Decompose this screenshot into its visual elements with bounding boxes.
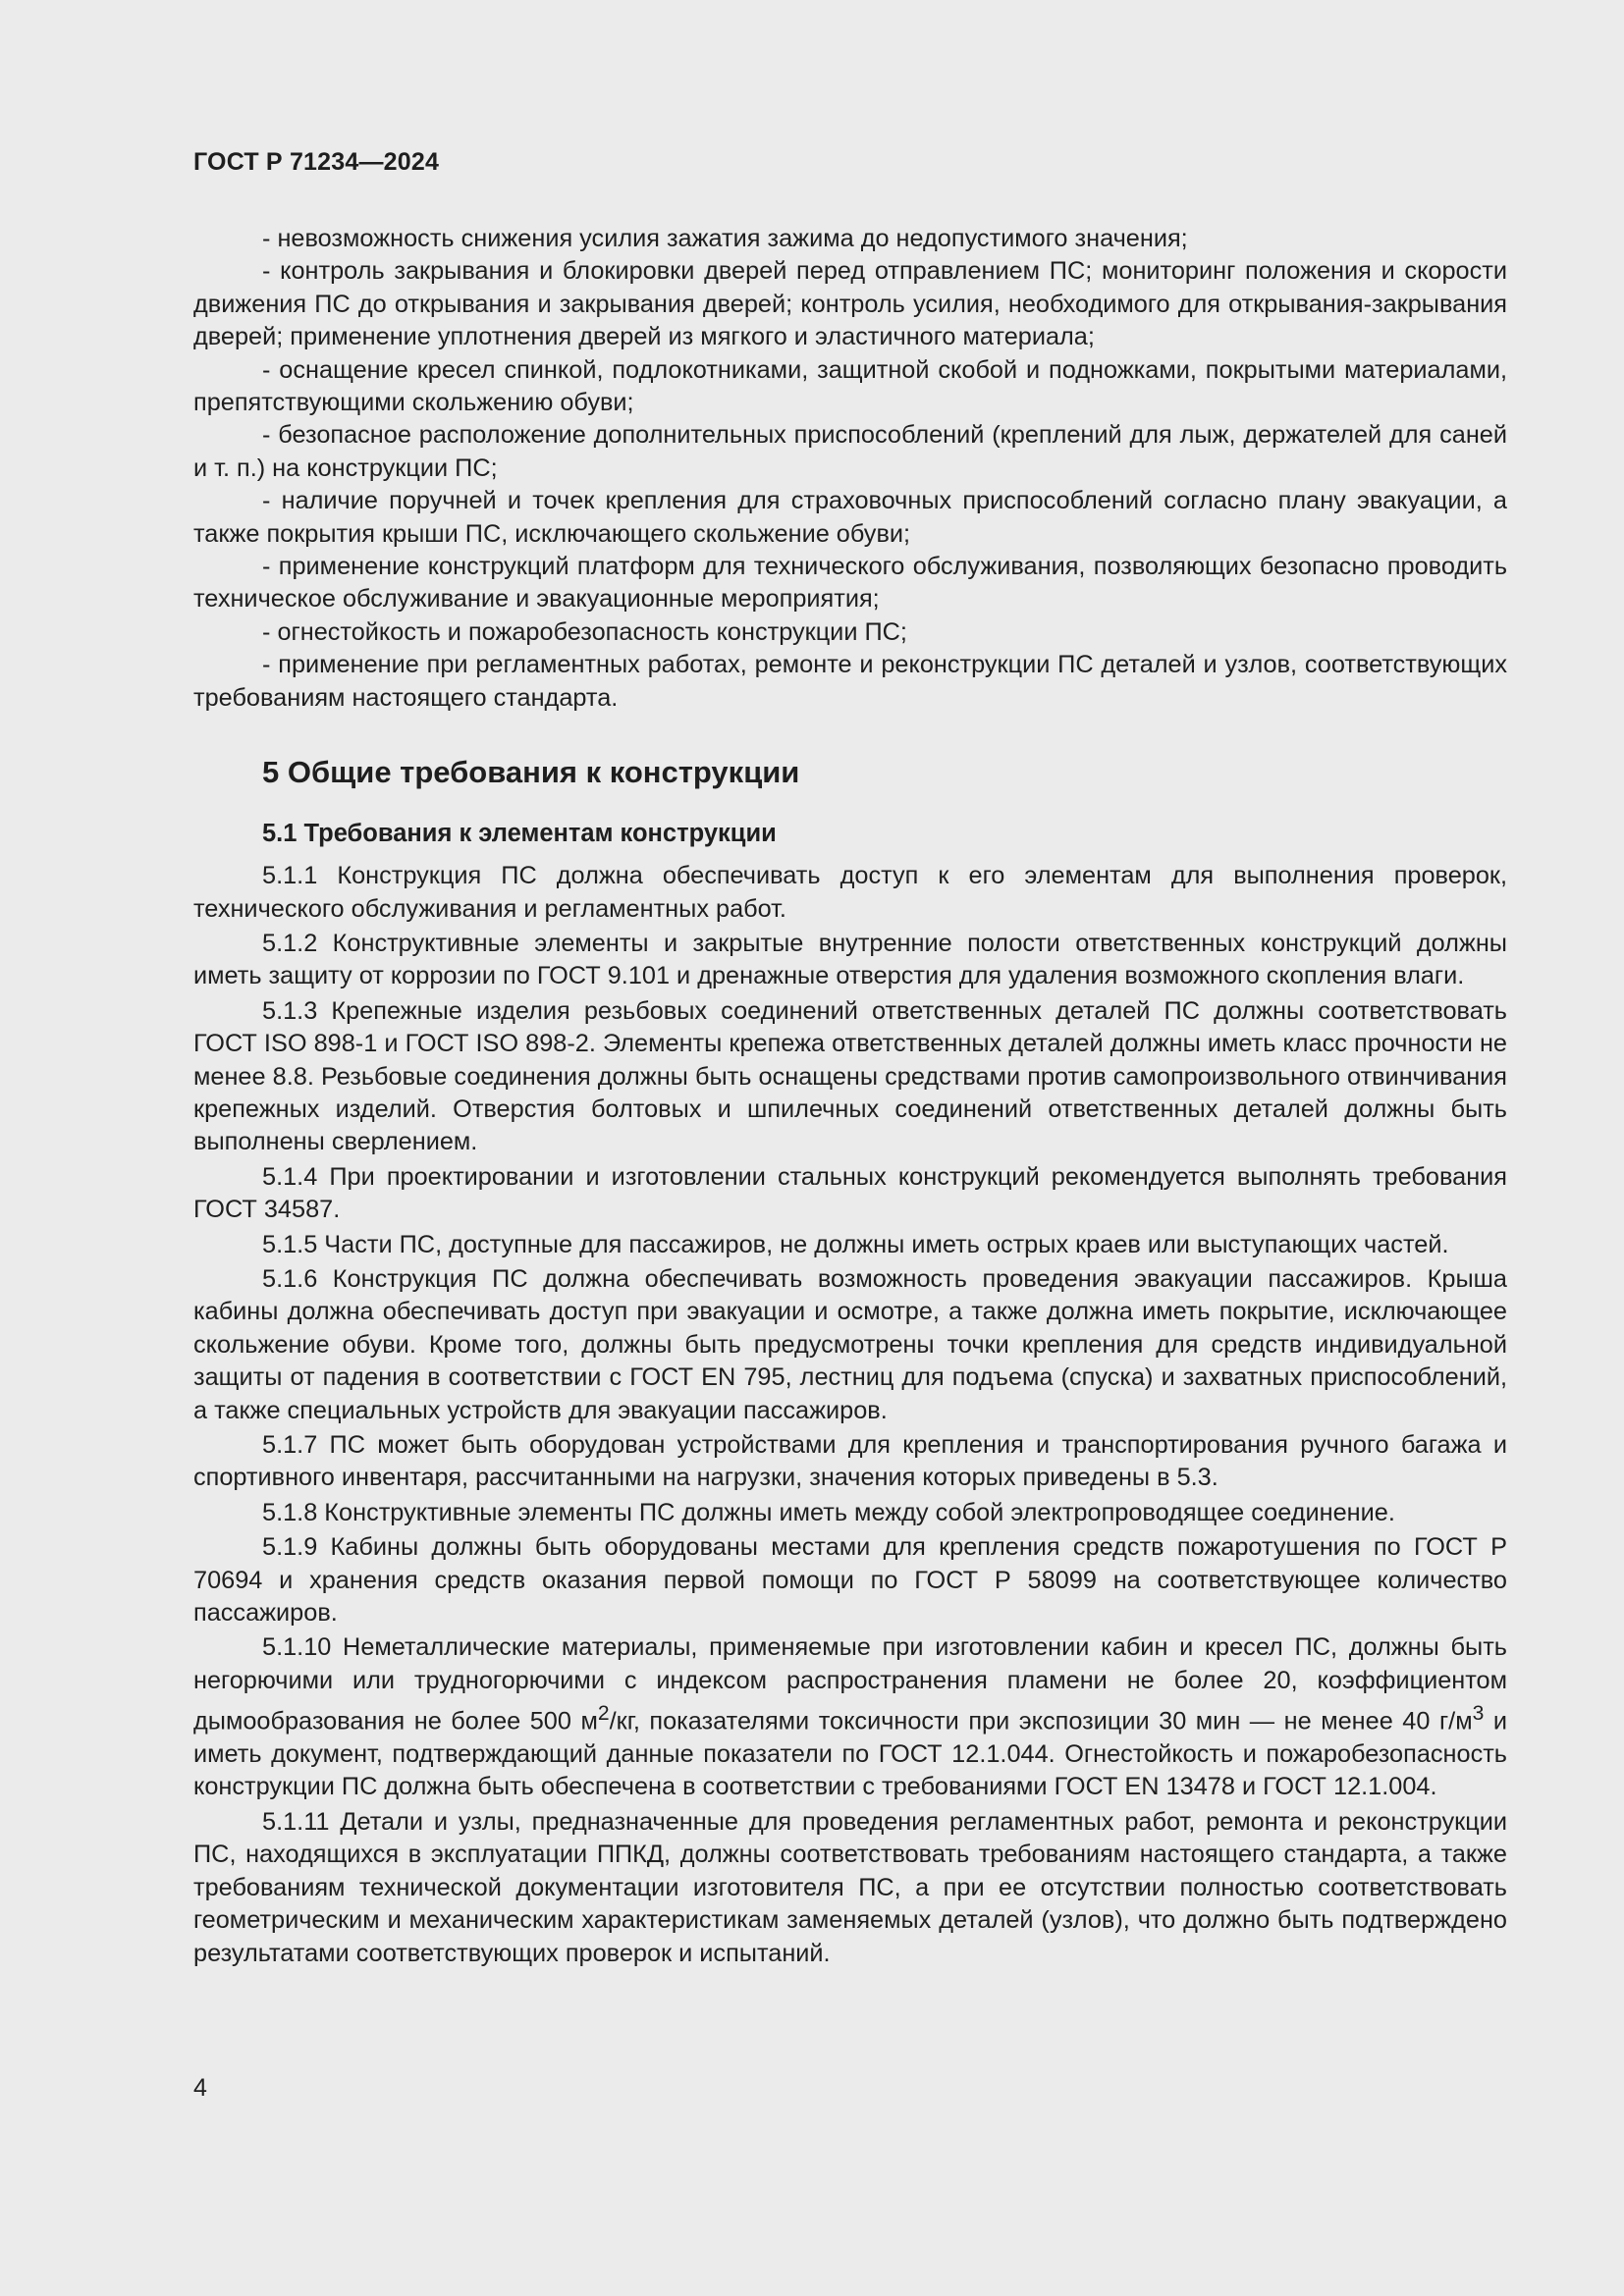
bullet-item: - применение при регламентных работах, ремонте и реконструкции ПС деталей и узлов, соответствующих требованиям настоящего стандарта. — [193, 651, 1507, 712]
page-number: 4 — [193, 2074, 207, 2102]
clause-paragraph: 5.1.6 Конструкция ПС должна обеспечивать возможность проведения эвакуации пассажиров. Крыша кабины должна обеспечивать доступ при эвакуации и осмотре, а также должна иметь покрытие, исключающее скольжение обуви. Кроме того, должны быть предусмотрены точки крепления для средств индивидуальной защиты от падения в соответствии с ГОСТ EN 795, лестниц для подъема (спуска) и захватных приспособлений, а также специальных устройств для эвакуации пассажиров. — [193, 1264, 1507, 1424]
clause-paragraph: 5.1.5 Части ПС, доступные для пассажиров, не должны иметь острых краев или выступающих частей. — [262, 1230, 1449, 1258]
clause-paragraph: 5.1.4 При проектировании и изготовлении стальных конструкций рекомендуется выполнять требования ГОСТ 34587. — [193, 1162, 1507, 1224]
clause-text: и иметь документ, подтверждающий данные показатели по ГОСТ 12.1.044. Огнестойкость и пожаробезопасность конструкции ПС должна быть обеспечена в соответствии с требованиями ГОСТ EN 13478 и ГОСТ 12.1.004. — [193, 1707, 1507, 1801]
subsection-heading: 5.1 Требования к элементам конструкции — [262, 820, 777, 848]
clause-text: /кг, показателями токсичности при экспозиции 30 мин — не менее 40 г/м — [609, 1707, 1473, 1735]
clause-paragraph: 5.1.9 Кабины должны быть оборудованы местами для крепления средств пожаротушения по ГОСТ Р 70694 и хранения средств оказания первой помощи по ГОСТ Р 58099 на соответствующее количество пассажиров. — [193, 1533, 1507, 1628]
document-header: ГОСТ Р 71234—2024 — [193, 148, 440, 176]
document-body — [193, 223, 1507, 1970]
bullet-item: - безопасное расположение дополнительных приспособлений (креплений для лыж, держателей для саней и т. п.) на конструкции ПС; — [193, 421, 1507, 482]
clause-paragraph: 5.1.7 ПС может быть оборудован устройствами для крепления и транспортирования ручного багажа и спортивного инвентаря, рассчитанными на нагрузки, значения которых приведены в 5.3. — [193, 1431, 1507, 1492]
clause-paragraph: 5.1.1 Конструкция ПС должна обеспечивать доступ к его элементам для выполнения проверок, технического обслуживания и регламентных работ. — [193, 862, 1507, 923]
section-heading: 5 Общие требования к конструкции — [262, 755, 800, 790]
superscript: 3 — [1472, 1702, 1485, 1726]
clause-paragraph: 5.1.3 Крепежные изделия резьбовых соединений ответственных деталей ПС должны соответствовать ГОСТ ISO 898-1 и ГОСТ ISO 898-2. Элементы крепежа ответственных деталей должны иметь класс прочности не менее 8.8. Резьбовые соединения должны быть оснащены средствами против самопроизвольного отвинчивания крепежных изделий. Отверстия болтовых и шпилечных соединений ответственных деталей должны быть выполнены сверлением. — [193, 996, 1507, 1156]
bullet-item: - применение конструкций платформ для технического обслуживания, позволяющих безопасно проводить техническое обслуживание и эвакуационные мероприятия; — [193, 553, 1507, 614]
clause-paragraph-510 — [193, 1631, 1507, 1803]
clause-text: 5.1.10 Неметаллические материалы, применяемые при изготовлении кабин и кресел ПС, должны быть негорючими или трудногорючими с индексом распространения пламени не более 20, коэффициентом дымообразования не более 500 м — [193, 1633, 1507, 1735]
clause-paragraph: 5.1.11 Детали и узлы, предназначенные для проведения регламентных работ, ремонта и реконструкции ПС, находящихся в эксплуатации ППКД, должны соответствовать требованиям настоящего стандарта, а также требованиям технической документации изготовителя ПС, а при ее отсутствии полностью соответствовать геометрическим и механическим характеристикам заменяемых деталей (узлов), что должно быть подтверждено результатами соответствующих проверок и испытаний. — [193, 1807, 1507, 1967]
superscript: 2 — [597, 1702, 610, 1726]
clause-paragraph: 5.1.8 Конструктивные элементы ПС должны иметь между собой электропроводящее соединение. — [262, 1498, 1395, 1526]
bullet-item: - оснащение кресел спинкой, подлокотниками, защитной скобой и подножками, покрытыми материалами, препятствующими скольжению обуви; — [193, 355, 1507, 417]
bullet-item: - невозможность снижения усилия зажатия зажима до недопустимого значения; — [262, 225, 1188, 252]
bullet-item: - контроль закрывания и блокировки дверей перед отправлением ПС; мониторинг положения и скорости движения ПС до открывания и закрывания дверей; контроль усилия, необходимого для открывания-закрывания дверей; применение уплотнения дверей из мягкого и эластичного материала; — [193, 257, 1507, 351]
bullet-item: - наличие поручней и точек крепления для страховочных приспособлений согласно плану эвакуации, а также покрытия крыши ПС, исключающего скольжение обуви; — [193, 487, 1507, 548]
bullet-item: - огнестойкость и пожаробезопасность конструкции ПС; — [262, 617, 907, 646]
clause-paragraph: 5.1.2 Конструктивные элементы и закрытые внутренние полости ответственных конструкций должны иметь защиту от коррозии по ГОСТ 9.101 и дренажные отверстия для удаления возможного скопления влаги. — [193, 929, 1507, 990]
